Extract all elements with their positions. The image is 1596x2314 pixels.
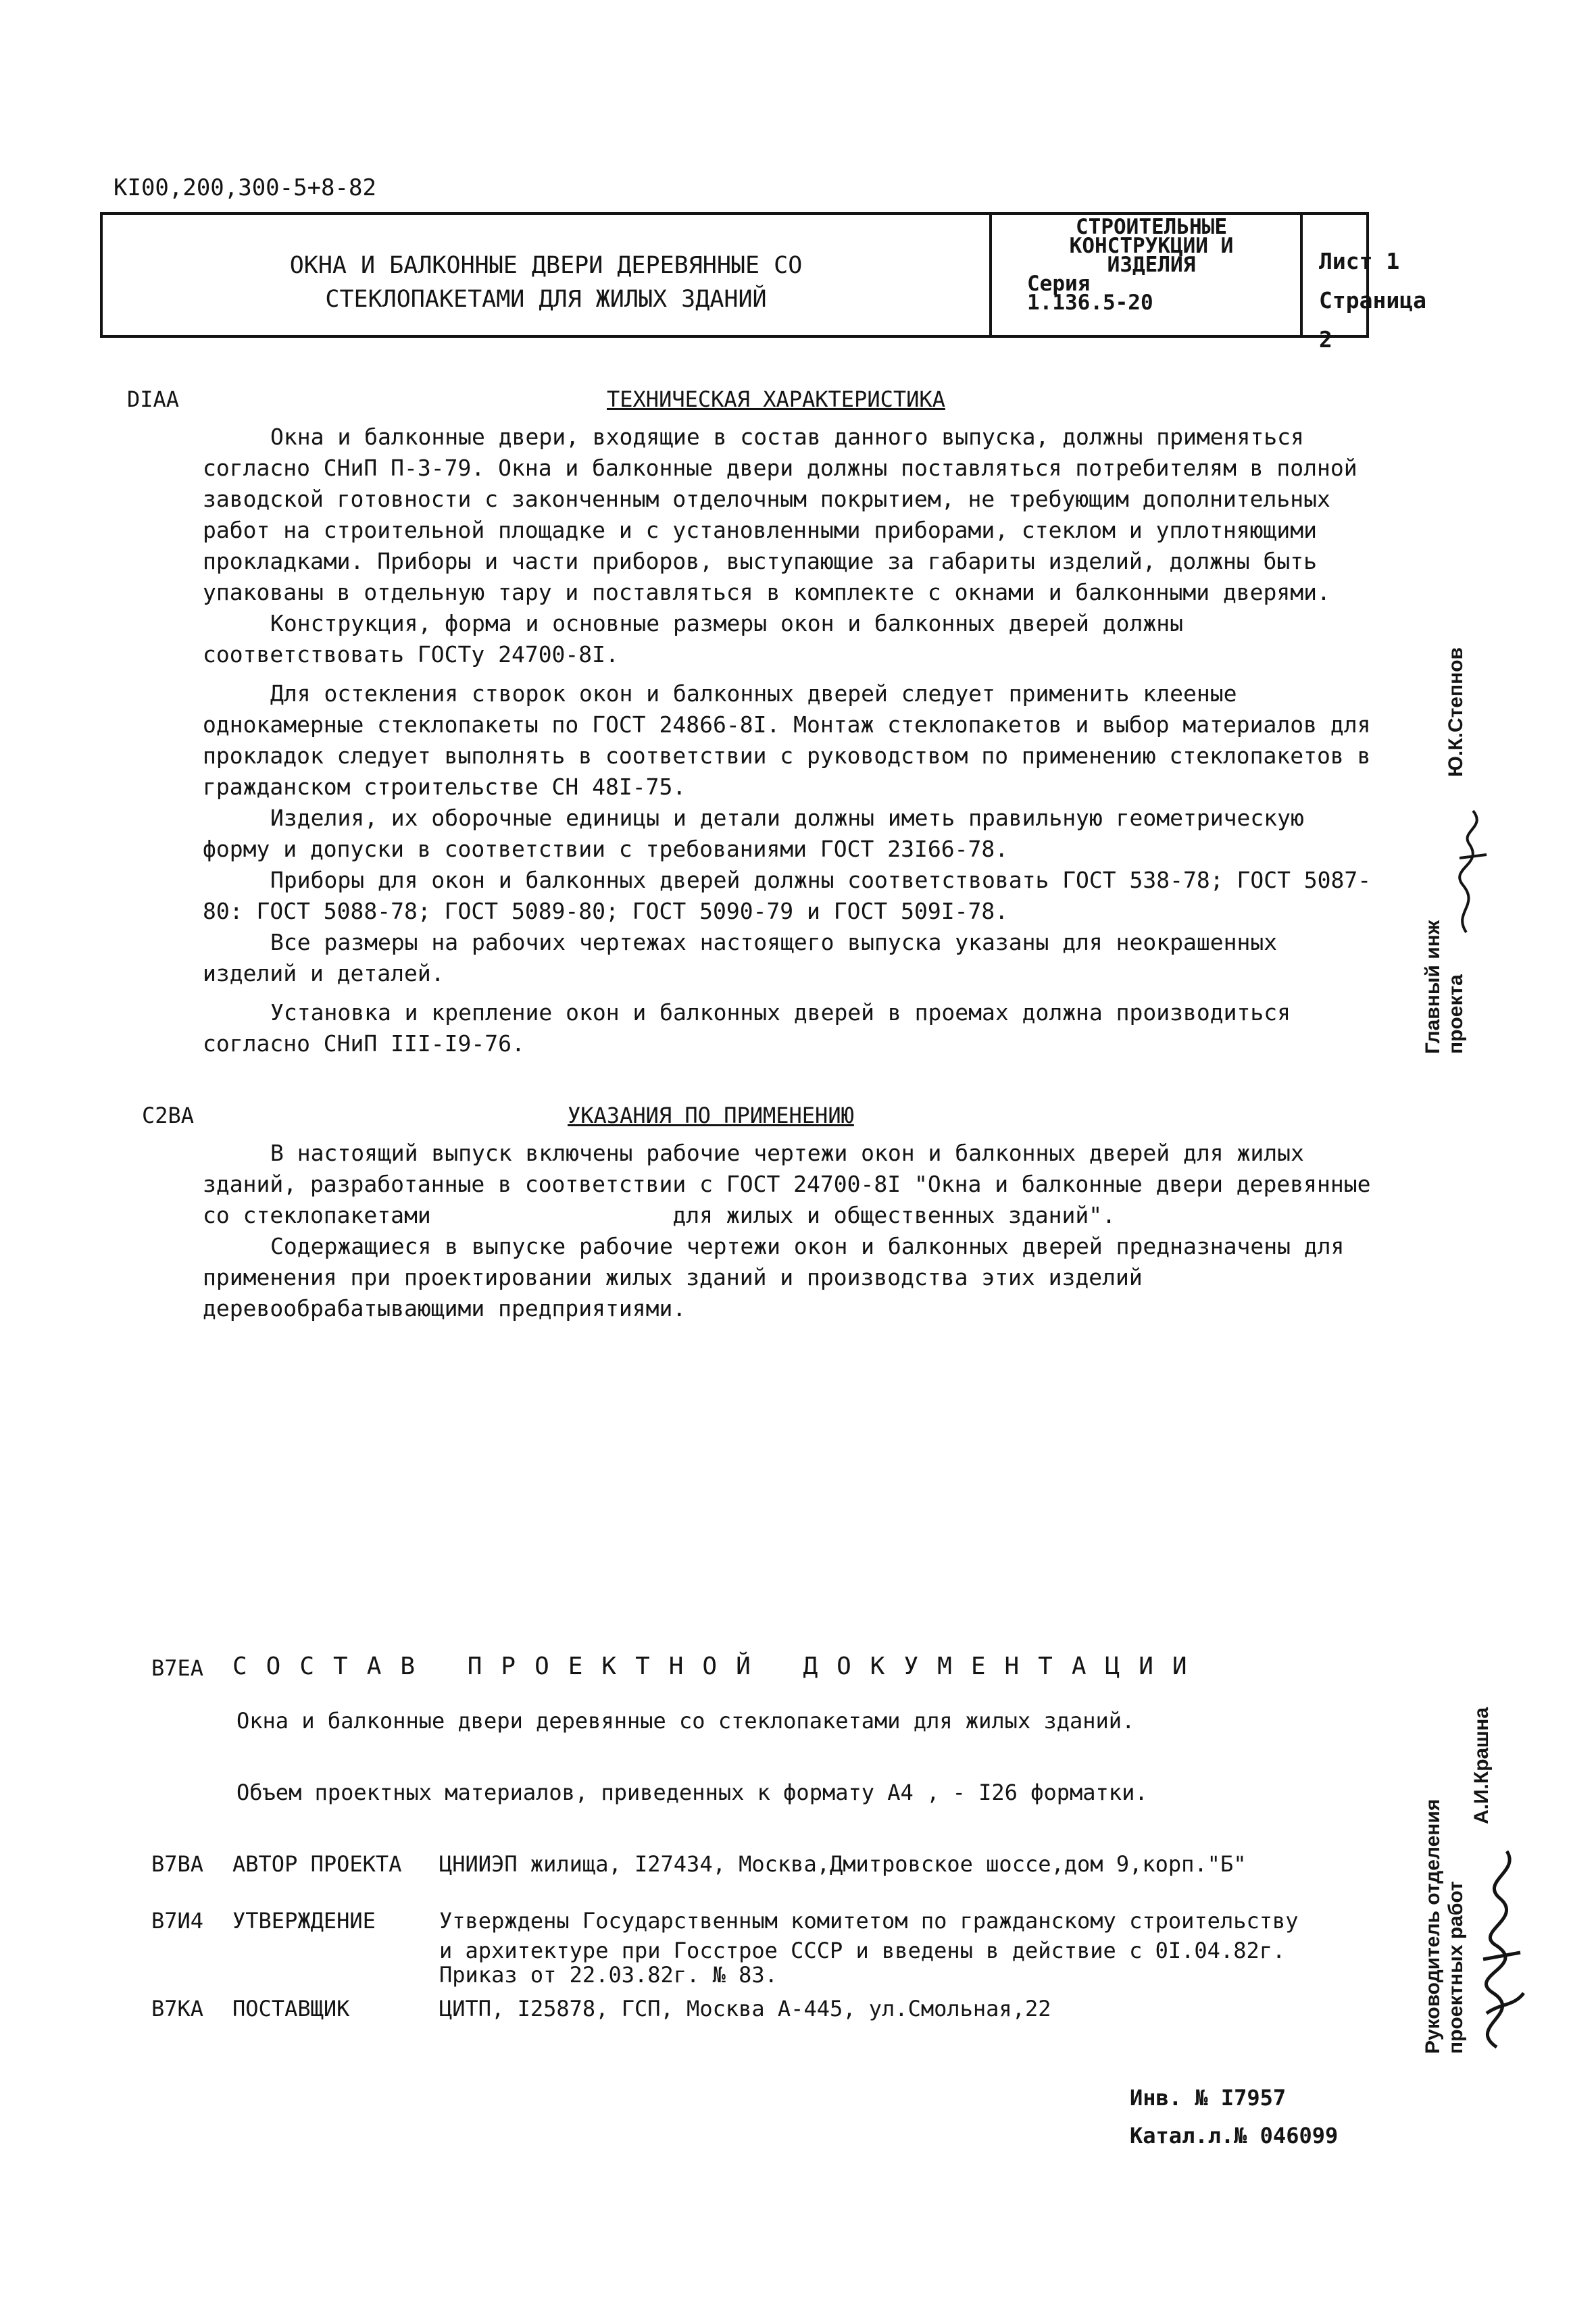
tech-section-code: DIAA [127,386,180,412]
tech-paragraph: Все размеры на рабочих чертежах настоящего выпуска указаны для неокрашенных изделий и деталей. [203,929,1278,986]
usage-section-heading: УКАЗАНИЯ ПО ПРИМЕНЕНИЮ [568,1103,854,1128]
tech-section-heading: ТЕХНИЧЕСКАЯ ХАРАКТЕРИСТИКА [607,386,945,412]
title-line-2: СТЕКЛОПАКЕТАМИ ДЛЯ ЖИЛЫХ ЗДАНИЙ [325,286,767,313]
supplier-code: B7KA [151,1996,204,2021]
chief-engineer-signature [1439,790,1500,939]
title-divider-1 [989,215,992,335]
inventory-number: Инв. № I7957 [1130,2085,1287,2111]
tech-paragraph: Окна и балконные двери, входящие в состав данного выпуска, должны применяться согласно СНиП П-3-79. Окна и балконные двери должны поставляться потребителям в полной заводской готовности с законченным отделочным покрытием, не требующим дополнительных работ на строительной площадке и с установленными приборами, стеклом и уплотняющими прокладками. Приборы и части приборов, выступающие за габариты изделий, должны быть упакованы в отдельную тару и поставляться в комплекте с окнами и балконными дверями. [203,424,1357,605]
author-label: АВТОР ПРОЕКТА [232,1851,402,1877]
approval-text-2: и архитектуре при Госстрое СССР и введены в действие с 0I.04.82г. [439,1938,1286,1963]
sheet-cell [1319,242,1426,359]
tech-paragraph: Приборы для окон и балконных дверей должны соответствовать ГОСТ 538-78; ГОСТ 5087-80: ГОСТ 5088-78; ГОСТ 5089-80; ГОСТ 5090-79 и ГОСТ 509I-78. [203,867,1372,924]
usage-section-code: C2BA [142,1103,195,1128]
tech-paragraph: Конструкция, форма и основные размеры окон и балконных дверей должны соответствовать ГОСТу 24700-8I. [203,610,1184,668]
department-head-signature [1460,1824,1534,2054]
title-divider-2 [1300,215,1303,335]
composition-heading: СОСТАВ ПРОЕКТНОЙ ДОКУМЕНТАЦИИ [232,1653,1206,1680]
series-line-3: ИЗДЕЛИЯ [1107,253,1196,277]
composition-line-2: Объем проектных материалов, приведенных к формату А4 , - I26 форматки. [236,1780,1148,1805]
document-code: КI00,200,300-5+8-82 [114,174,376,201]
page-number: Страница 2 [1319,287,1426,353]
author-text: ЦНИИЭП жилища, I27434, Москва,Дмитровское шоссе,дом 9,корп."Б" [439,1851,1247,1877]
composition-line-1: Окна и балконные двери деревянные со стеклопакетами для жилых зданий. [236,1708,1135,1734]
tech-paragraph: Изделия, их оборочные единицы и детали должны иметь правильную геометрическую форму и допуски в соответствии с требованиями ГОСТ 23I66-78. [203,805,1304,862]
usage-paragraph: Содержащиеся в выпуске рабочие чертежи окон и балконных дверей предназначены для применения при проектировании жилых зданий и производства этих изделий деревообрабатывающими предприятиями. [203,1233,1345,1322]
chief-title-line-1: Главный инж [1422,920,1444,1054]
chief-engineer-name: Ю.К.Степнов [1445,647,1467,777]
department-head-name: А.И.Крашна [1470,1707,1493,1824]
approval-code: B7И4 [151,1908,204,1934]
supplier-text: ЦИТП, I25878, ГСП, Москва А-445, ул.Смольная,22 [439,1996,1051,2021]
document-title [103,249,989,316]
tech-section-body [203,422,1378,1059]
approval-label: УТВЕРЖДЕНИЕ [232,1908,376,1934]
tech-paragraph: Установка и крепление окон и балконных дверей в проемах должна производиться согласно СНиП III-I9-76. [203,999,1291,1057]
catalog-number: Катал.л.№ 046099 [1130,2123,1339,2148]
author-code: B7BA [151,1851,204,1877]
sheet-number: Лист 1 [1319,248,1400,274]
chief-engineer-stamp [1422,920,1468,1054]
series-line-1: СТРОИТЕЛЬНЫЕ [1076,215,1227,239]
series-label: Серия [1027,272,1091,296]
approval-text-3: Приказ от 22.03.82г. № 83. [439,1962,778,1988]
chief-title-line-2: проекта [1445,974,1467,1054]
supplier-label: ПОСТАВЩИК [232,1996,350,2021]
series-cell [1003,215,1300,315]
head-title-line-2: проектных работ [1445,1881,1467,2054]
head-title-line-1: Руководитель отделения [1422,1799,1444,2054]
usage-paragraph: В настоящий выпуск включены рабочие чертежи окон и балконных дверей для жилых зданий, разработанные в соответствии с ГОСТ 24700-8I "Окна и балконные двери деревянные со стеклопакетами для жилых и общественных зданий". [203,1140,1385,1228]
usage-section-body [203,1138,1385,1324]
tech-paragraph: Для остекления створок окон и балконных дверей следует применить клееные однокамерные стеклопакеты по ГОСТ 24866-8I. Монтаж стеклопакетов и выбор материалов для прокладок следует выполнять в соответствии с руководством по применению стеклопакетов в гражданском строительстве СН 48I-75. [203,680,1371,800]
series-number: 1.136.5-20 [1027,291,1153,315]
composition-code: B7EA [151,1655,204,1681]
title-block [100,212,1426,353]
series-line-2: КОНСТРУКЦИИ И [1069,234,1234,258]
approval-text-1: Утверждены Государственным комитетом по гражданскому строительству [439,1908,1299,1934]
title-line-1: ОКНА И БАЛКОННЫЕ ДВЕРИ ДЕРЕВЯННЫЕ СО [289,252,803,279]
